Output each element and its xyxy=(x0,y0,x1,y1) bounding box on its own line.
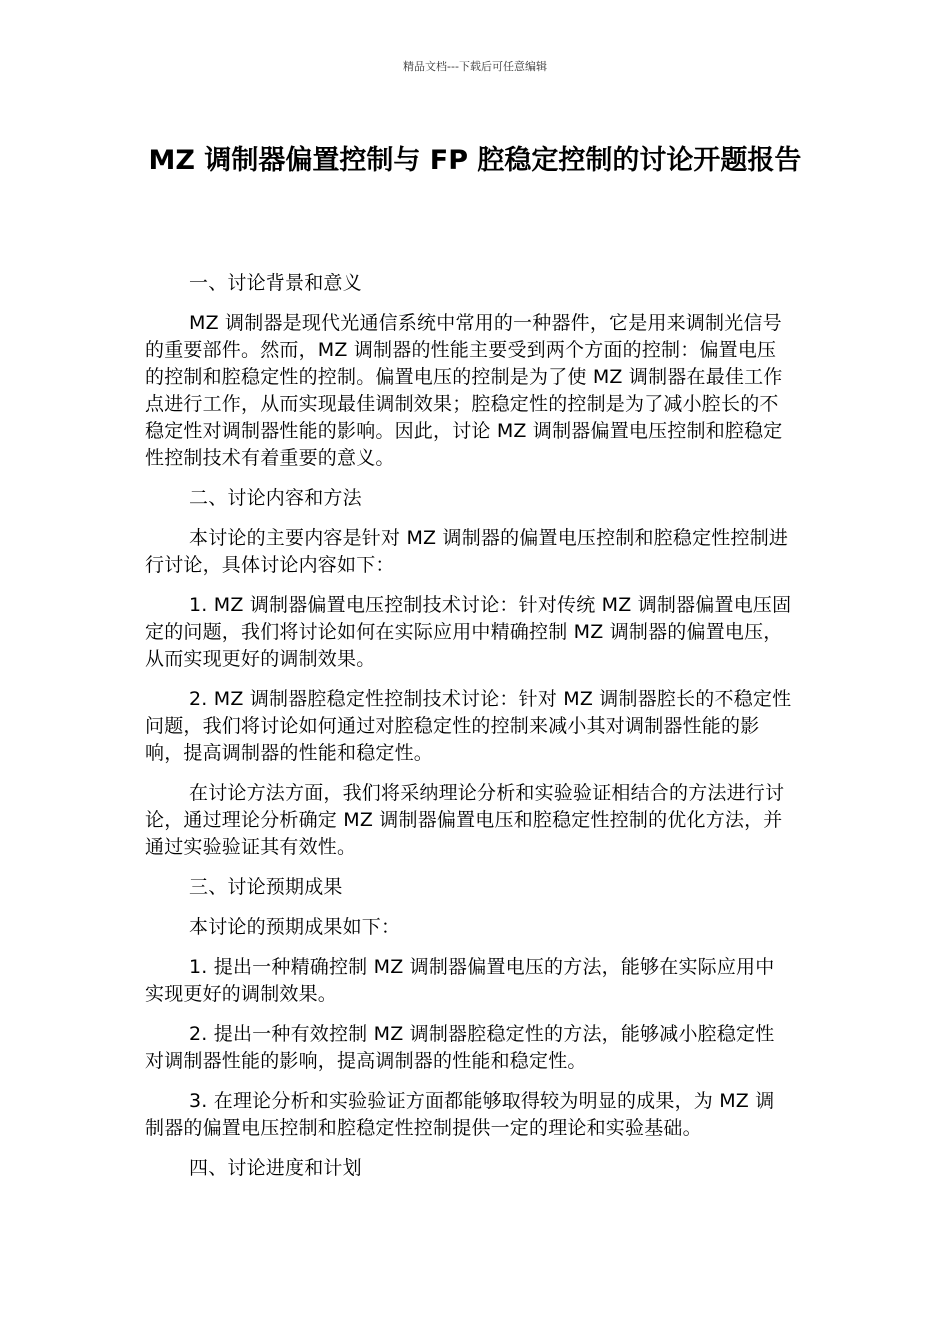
list-item: 1. 提出一种精确控制 MZ 调制器偏置电压的方法，能够在实际应用中实现更好的调制效果。 xyxy=(145,956,775,1005)
header-note: 精品文档---下载后可任意编辑 xyxy=(403,60,547,73)
paragraph: 本讨论的预期成果如下： xyxy=(189,916,401,938)
paragraph: 本讨论的主要内容是针对 MZ 调制器的偏置电压控制和腔稳定性控制进行讨论，具体讨论内容如下： xyxy=(145,527,789,576)
section-heading: 二、讨论内容和方法 xyxy=(189,487,362,509)
list-item: 2. 提出一种有效控制 MZ 调制器腔稳定性的方法，能够减小腔稳定性对调制器性能的影响，提高调制器的性能和稳定性。 xyxy=(145,1023,775,1072)
list-item: 3. 在理论分析和实验验证方面都能够取得较为明显的成果，为 MZ 调制器的偏置电压控制和腔稳定性控制提供一定的理论和实验基础。 xyxy=(145,1090,775,1139)
paragraph: 在讨论方法方面，我们将采纳理论分析和实验验证相结合的方法进行讨论，通过理论分析确定 MZ 调制器偏置电压和腔稳定性控制的优化方法，并通过实验验证其有效性。 xyxy=(145,782,785,858)
list-item: 2. MZ 调制器腔稳定性控制技术讨论：针对 MZ 调制器腔长的不稳定性问题，我们将讨论如何通过对腔稳定性的控制来减小其对调制器性能的影响，提高调制器的性能和稳定性。 xyxy=(145,688,792,764)
document-body xyxy=(145,270,793,1195)
section-heading: 四、讨论进度和计划 xyxy=(189,1157,362,1179)
list-item: 1. MZ 调制器偏置电压控制技术讨论：针对传统 MZ 调制器偏置电压固定的问题，我们将讨论如何在实际应用中精确控制 MZ 调制器的偏置电压，从而实现更好的调制效果。 xyxy=(145,594,792,670)
section-heading: 一、讨论背景和意义 xyxy=(189,272,362,294)
document-title: MZ 调制器偏置控制与 FP 腔稳定控制的讨论开题报告 xyxy=(148,145,802,176)
section-heading: 三、讨论预期成果 xyxy=(189,876,343,898)
paragraph: MZ 调制器是现代光通信系统中常用的一种器件，它是用来调制光信号的重要部件。然而，MZ 调制器的性能主要受到两个方面的控制：偏置电压的控制和腔稳定性的控制。偏置电压的控制是为了使 MZ 调制器在最佳工作点进行工作，从而实现最佳调制效果；腔稳定性的控制是为了减小腔长的不稳定性对调制器性能的影响。因此，讨论 MZ 调制器偏置电压控制和腔稳定性控制技术有着重要的意义。 xyxy=(145,312,783,469)
